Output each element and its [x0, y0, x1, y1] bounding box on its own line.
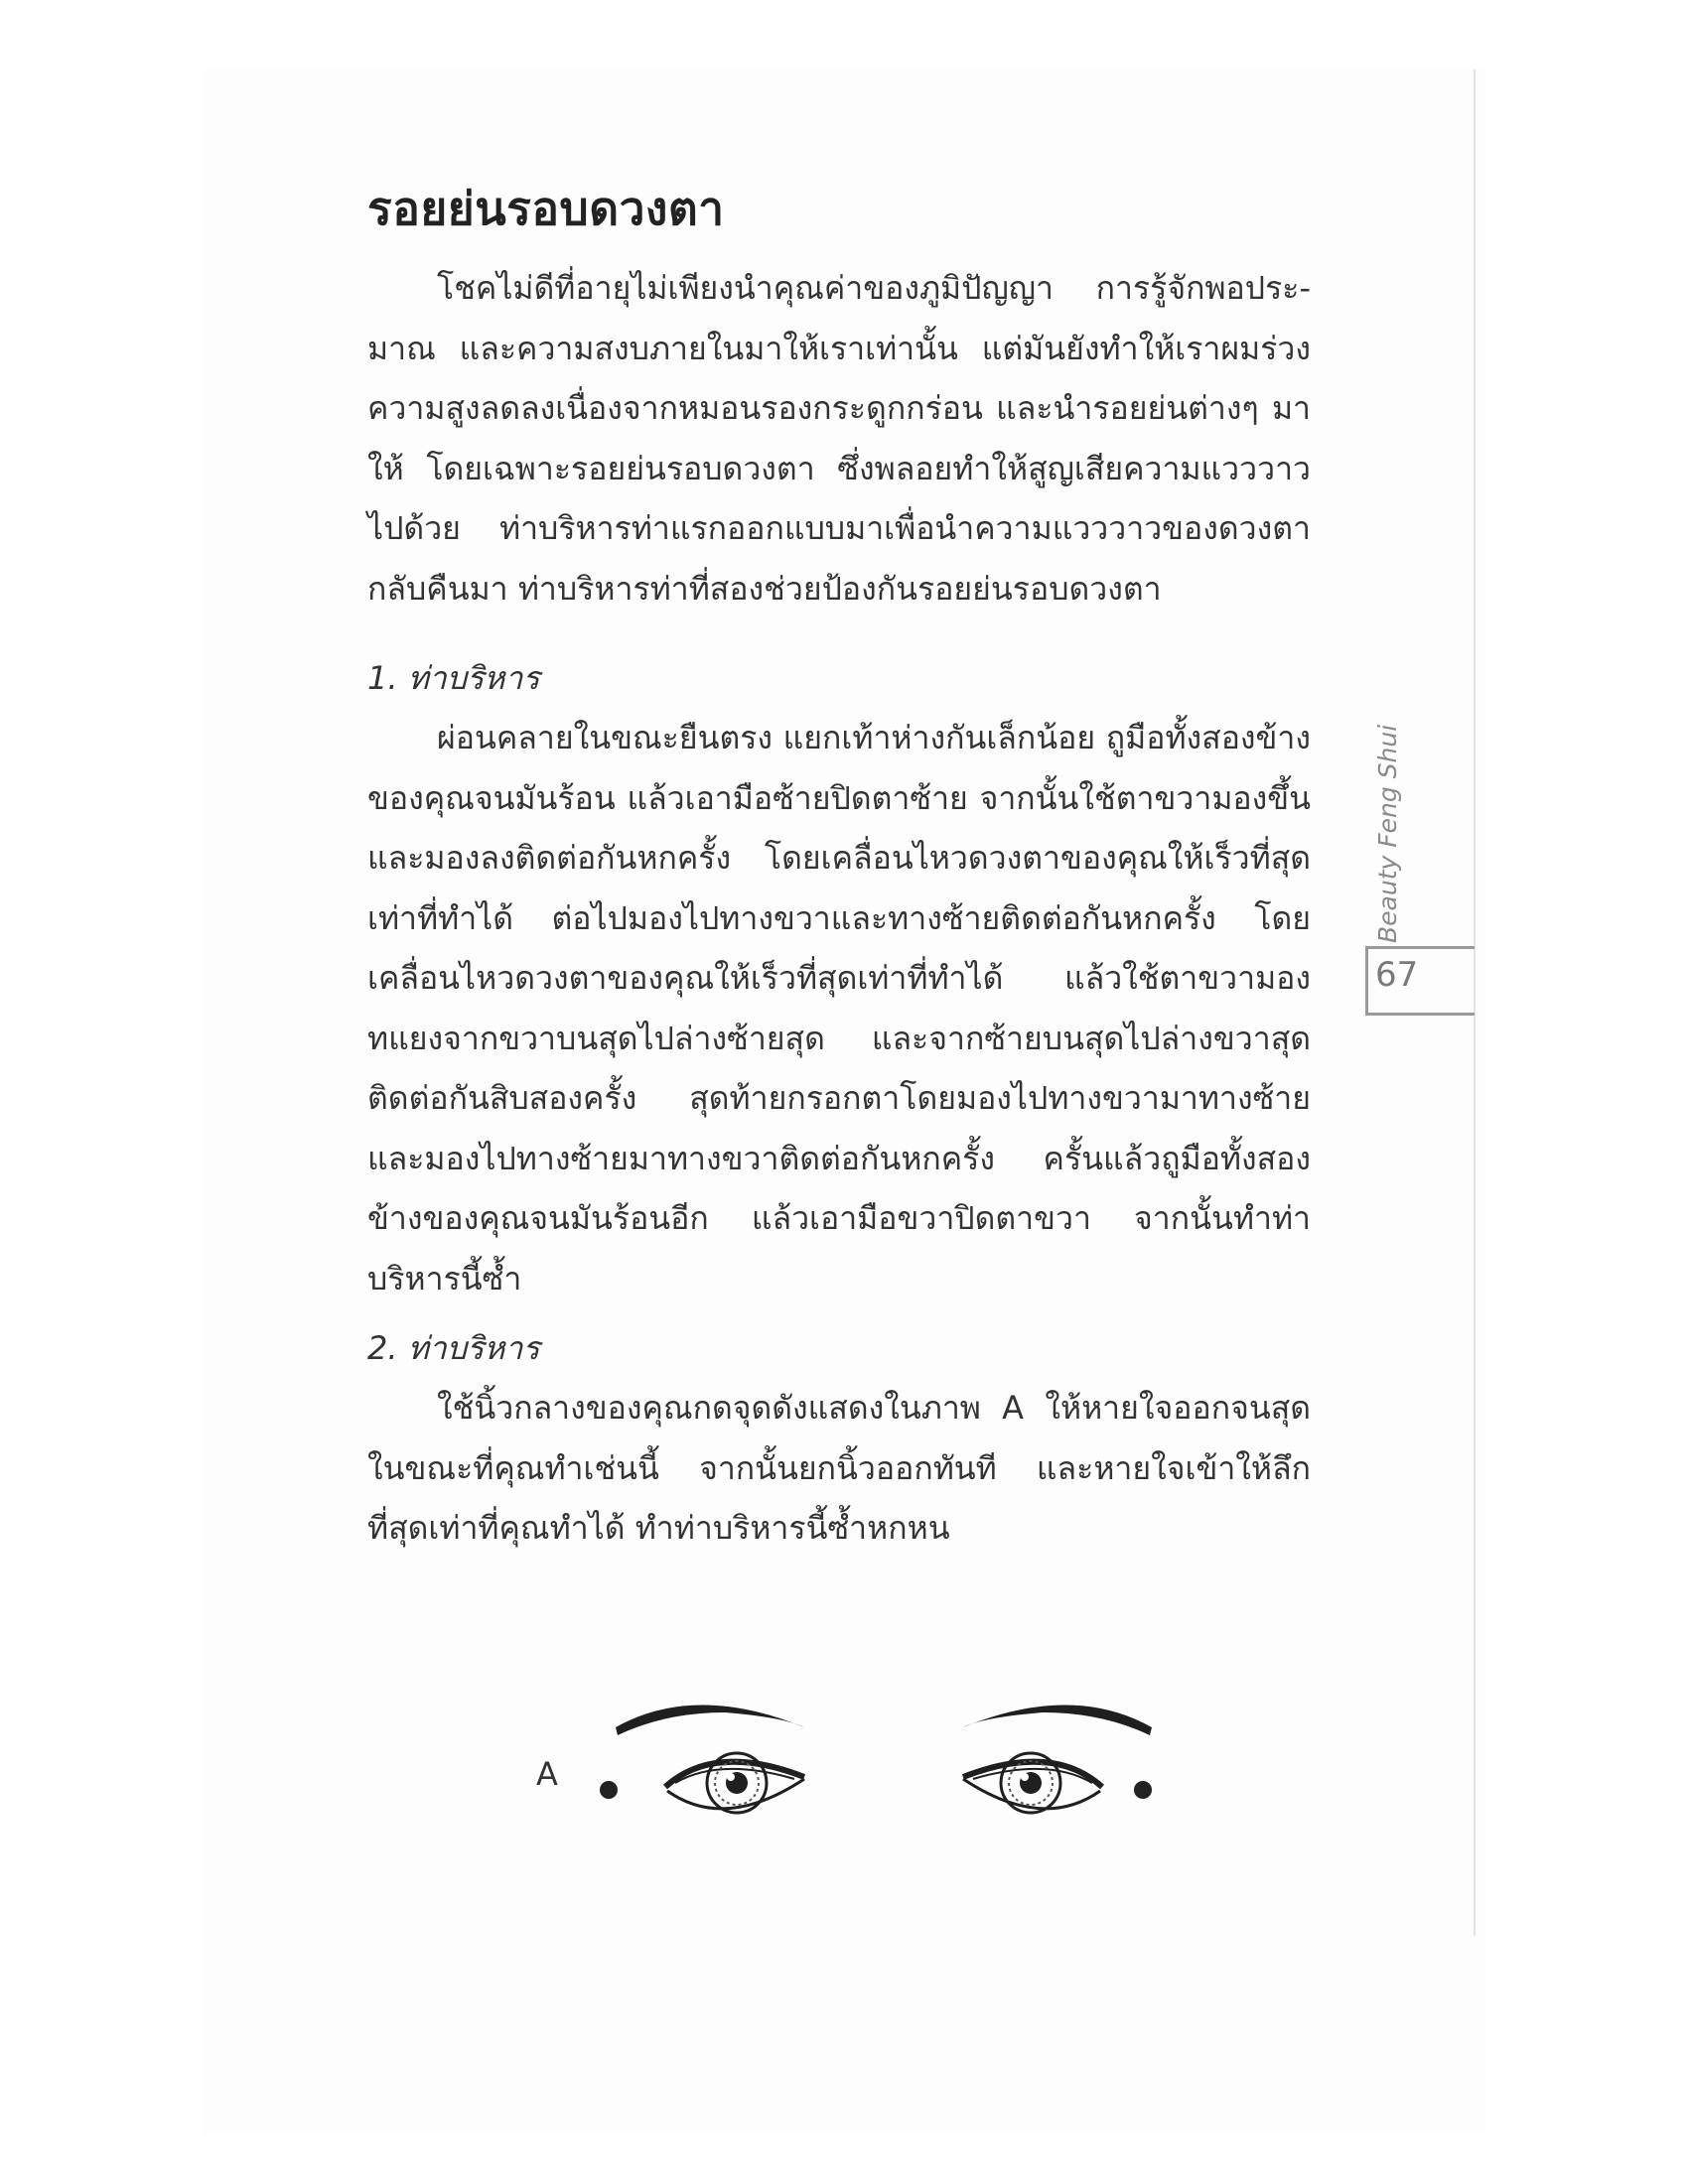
page-title: รอยย่นรอบดวงตา — [367, 182, 725, 235]
intro-paragraph: โชคไม่ดีที่อายุไม่เพียงนำคุณค่าของภูมิปัญญา การรู้จักพอประ-มาณ และความสงบภายในมาให้เราเท่านั้น แต่มันยังทำให้เราผมร่วง ความสูงลดลงเนื่องจากหมอนรองกระดูกกร่อน และนำรอยย่นต่างๆ มาให้ โดยเฉพาะรอยย่นรอบดวงตา ซึ่งพลอยทำให้สูญเสียความแวววาวไปด้วย ท่าบริหารท่าแรกออกแบบมาเพื่อนำความแวววาวของดวงตากลับคืนมา ท่าบริหารท่าที่สองช่วยป้องกันรอยย่นรอบดวงตา — [367, 269, 1311, 608]
left-eye-illustration — [606, 1688, 834, 1866]
eye-figure — [516, 1688, 1192, 1866]
book-title: Beauty Feng Shui — [1373, 724, 1402, 943]
side-tab — [1365, 695, 1475, 1023]
divider — [1365, 1013, 1475, 1016]
pressure-point-marker — [1134, 1781, 1152, 1799]
exercise-1-text: ผ่อนคลายในขณะยืนตรง แยกเท้าห่างกันเล็กน้อย ถูมือทั้งสองข้างของคุณจนมันร้อน แล้วเอามือซ้ายปิดตาซ้าย จากนั้นใช้ตาขวามองขึ้นและมองลงติดต่อกันหกครั้ง โดยเคลื่อนไหวดวงตาของคุณให้เร็วที่สุดเท่าที่ทำได้ ต่อไปมองไปทางขวาและทางซ้ายติดต่อกันหกครั้ง โดยเคลื่อนไหวดวงตาของคุณให้เร็วที่สุดเท่าที่ทำได้ แล้วใช้ตาขวามองทแยงจากขวาบนสุดไปล่างซ้ายสุด และจากซ้ายบนสุดไปล่างขวาสุดติดต่อกันสิบสองครั้ง สุดท้ายกรอกตาโดยมองไปทางขวามาทางซ้าย และมองไปทางซ้ายมาทางขวาติดต่อกันหกครั้ง ครั้นแล้วถูมือทั้งสองข้างของคุณจนมันร้อนอีก แล้วเอามือขวาปิดตาขวา จากนั้นทำท่าบริหารนี้ซ้ำ — [367, 719, 1311, 1297]
exercise-2-heading: 2. ท่าบริหาร — [367, 1329, 540, 1367]
page-number: 67 — [1375, 955, 1419, 995]
exercise-1-heading: 1. ท่าบริหาร — [367, 659, 540, 697]
divider — [1365, 946, 1475, 949]
figure-label: A — [536, 1755, 558, 1793]
page-content — [367, 179, 1311, 1559]
divider — [1365, 949, 1368, 1013]
right-eye-illustration — [933, 1688, 1162, 1866]
exercise-2-text: ใช้นิ้วกลางของคุณกดจุดดังแสดงในภาพ A ให้หายใจออกจนสุดในขณะที่คุณทำเช่นนี้ จากนั้นยกนิ้วออกทันที และหายใจเข้าให้ลึกที่สุดเท่าที่คุณทำได้ ทำท่าบริหารนี้ซ้ำหกหน — [367, 1389, 1311, 1547]
